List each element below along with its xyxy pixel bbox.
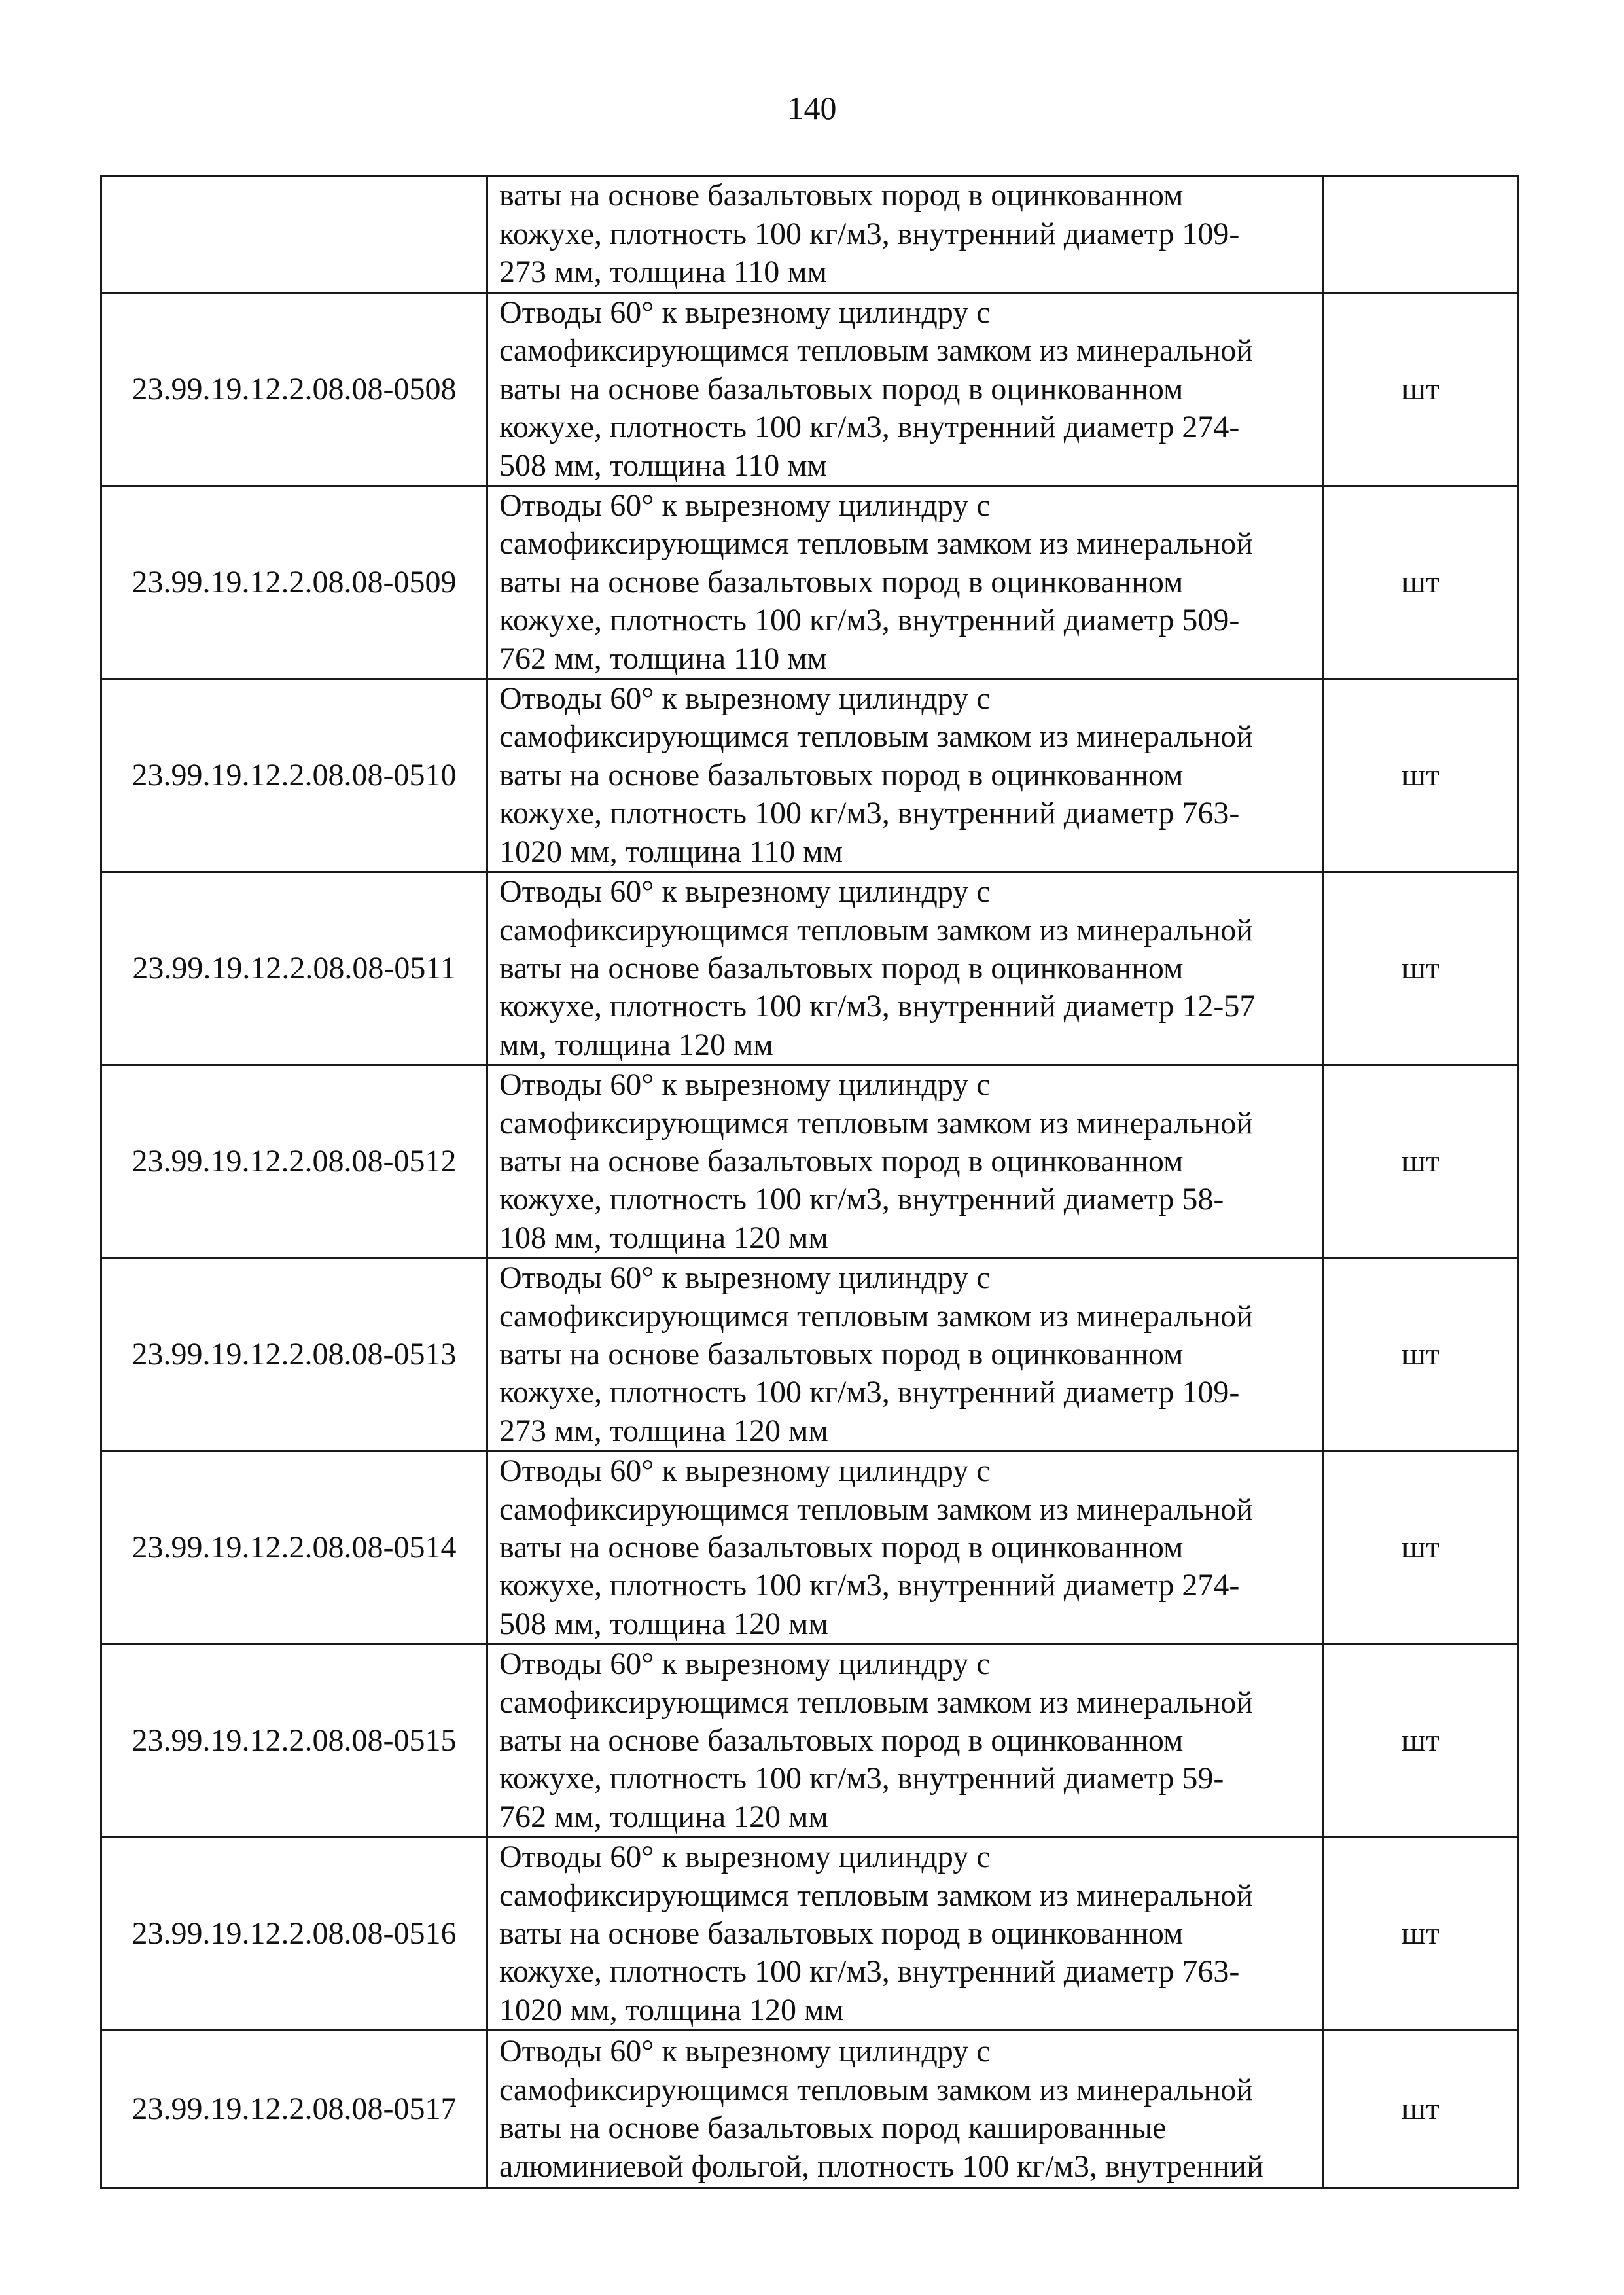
item-description-cell <box>487 872 1324 1065</box>
description-line: Отводы 60° к вырезному цилиндру с <box>499 2034 991 2069</box>
item-code-cell: 23.99.19.12.2.08.08-0516 <box>101 1838 487 2031</box>
unit-cell: шт <box>1324 1258 1518 1451</box>
unit-cell: шт <box>1324 872 1518 1065</box>
description-line: ваты на основе базальтовых пород в оцинкованном <box>499 1916 1184 1951</box>
description-line: Отводы 60° к вырезному цилиндру с <box>499 681 991 717</box>
description-line: самофиксирующимся тепловым замком из минеральной <box>499 912 1253 948</box>
description-line: Отводы 60° к вырезному цилиндру с <box>499 874 991 910</box>
item-code-cell: 23.99.19.12.2.08.08-0515 <box>101 1645 487 1838</box>
description-line: Отводы 60° к вырезному цилиндру с <box>499 1453 991 1489</box>
unit-cell: шт <box>1324 1451 1518 1645</box>
description-line: ваты на основе базальтовых пород в оцинкованном <box>499 1530 1184 1565</box>
unit-cell: шт <box>1324 1838 1518 2031</box>
description-line: кожухе, плотность 100 кг/м3, внутренний диаметр 274- <box>499 410 1240 445</box>
item-description-cell <box>487 1838 1324 2031</box>
table-row <box>101 1065 1518 1258</box>
description-line: самофиксирующимся тепловым замком из минеральной <box>499 1298 1253 1334</box>
description-line: 273 мм, толщина 120 мм <box>499 1413 828 1448</box>
table-row <box>101 1838 1518 2031</box>
item-code-cell: 23.99.19.12.2.08.08-0513 <box>101 1258 487 1451</box>
table-row <box>101 1451 1518 1645</box>
item-description-cell <box>487 176 1324 293</box>
unit-cell: шт <box>1324 486 1518 679</box>
description-line: 108 мм, толщина 120 мм <box>499 1220 828 1255</box>
description-line: 508 мм, толщина 120 мм <box>499 1606 828 1641</box>
table-row <box>101 293 1518 486</box>
description-line: кожухе, плотность 100 кг/м3, внутренний диаметр 59- <box>499 1761 1224 1796</box>
table-row <box>101 1645 1518 1838</box>
description-line: Отводы 60° к вырезному цилиндру с <box>499 1260 991 1296</box>
unit-cell: шт <box>1324 1065 1518 1258</box>
description-line: самофиксирующимся тепловым замком из минеральной <box>499 1105 1253 1141</box>
item-description-cell <box>487 1258 1324 1451</box>
table-row <box>101 486 1518 679</box>
description-line: алюминиевой фольгой, плотность 100 кг/м3, внутренний <box>499 2148 1263 2184</box>
description-line: Отводы 60° к вырезному цилиндру с <box>499 295 991 330</box>
description-line: 273 мм, толщина 110 мм <box>499 255 828 290</box>
description-line: Отводы 60° к вырезному цилиндру с <box>499 1840 991 1875</box>
item-description-cell <box>487 679 1324 872</box>
description-line: ваты на основе базальтовых пород в оцинкованном <box>499 371 1184 406</box>
table-row <box>101 872 1518 1065</box>
description-line: ваты на основе базальтовых пород в оцинкованном <box>499 564 1184 599</box>
unit-cell: шт <box>1324 679 1518 872</box>
item-code-cell <box>101 176 487 293</box>
unit-cell: шт <box>1324 2031 1518 2188</box>
description-line: самофиксирующимся тепловым замком из минеральной <box>499 526 1253 561</box>
item-description-cell <box>487 1451 1324 1645</box>
description-line: ваты на основе базальтовых пород в оцинкованном <box>499 1336 1184 1372</box>
description-line: самофиксирующимся тепловым замком из минеральной <box>499 2072 1253 2107</box>
description-line: самофиксирующимся тепловым замком из минеральной <box>499 719 1253 755</box>
item-description-cell <box>487 293 1324 486</box>
item-code-cell: 23.99.19.12.2.08.08-0512 <box>101 1065 487 1258</box>
page-number: 140 <box>787 90 837 126</box>
description-line: 1020 мм, толщина 120 мм <box>499 1992 844 2027</box>
description-line: самофиксирующимся тепловым замком из минеральной <box>499 1877 1253 1913</box>
description-line: мм, толщина 120 мм <box>499 1027 773 1062</box>
description-line: кожухе, плотность 100 кг/м3, внутренний диаметр 509- <box>499 603 1240 638</box>
description-line: Отводы 60° к вырезному цилиндру с <box>499 1067 991 1103</box>
item-code-cell: 23.99.19.12.2.08.08-0517 <box>101 2031 487 2188</box>
description-line: ваты на основе базальтовых пород в оцинкованном <box>499 178 1184 213</box>
materials-table <box>100 175 1519 2189</box>
description-line: ваты на основе базальтовых пород в оцинкованном <box>499 757 1184 792</box>
unit-cell <box>1324 176 1518 293</box>
description-line: ваты на основе базальтовых пород в оцинкованном <box>499 1143 1184 1179</box>
description-line: кожухе, плотность 100 кг/м3, внутренний диаметр 109- <box>499 1375 1240 1410</box>
description-line: Отводы 60° к вырезному цилиндру с <box>499 488 991 524</box>
table-row <box>101 176 1518 293</box>
description-line: кожухе, плотность 100 кг/м3, внутренний диаметр 763- <box>499 1954 1240 1989</box>
item-code-cell: 23.99.19.12.2.08.08-0511 <box>101 872 487 1065</box>
unit-cell: шт <box>1324 1645 1518 1838</box>
item-code-cell: 23.99.19.12.2.08.08-0509 <box>101 486 487 679</box>
description-line: самофиксирующимся тепловым замком из минеральной <box>499 333 1253 368</box>
description-line: кожухе, плотность 100 кг/м3, внутренний диаметр 12-57 <box>499 989 1256 1024</box>
description-line: 762 мм, толщина 110 мм <box>499 641 828 676</box>
description-line: кожухе, плотность 100 кг/м3, внутренний диаметр 274- <box>499 1568 1240 1603</box>
description-line: самофиксирующимся тепловым замком из минеральной <box>499 1684 1253 1720</box>
description-line: ваты на основе базальтовых пород в оцинкованном <box>499 950 1184 986</box>
description-line: ваты на основе базальтовых пород кашированные <box>499 2110 1167 2146</box>
item-code-cell: 23.99.19.12.2.08.08-0510 <box>101 679 487 872</box>
item-description-cell <box>487 1645 1324 1838</box>
item-description-cell <box>487 2031 1324 2188</box>
description-line: кожухе, плотность 100 кг/м3, внутренний диаметр 58- <box>499 1182 1224 1217</box>
item-code-cell: 23.99.19.12.2.08.08-0514 <box>101 1451 487 1645</box>
item-code-cell: 23.99.19.12.2.08.08-0508 <box>101 293 487 486</box>
description-line: 1020 мм, толщина 110 мм <box>499 834 843 869</box>
description-line: кожухе, плотность 100 кг/м3, внутренний диаметр 109- <box>499 216 1240 251</box>
table-row <box>101 2031 1518 2188</box>
description-line: самофиксирующимся тепловым замком из минеральной <box>499 1491 1253 1527</box>
description-line: ваты на основе базальтовых пород в оцинкованном <box>499 1723 1184 1758</box>
description-line: 762 мм, толщина 120 мм <box>499 1799 828 1834</box>
item-description-cell <box>487 486 1324 679</box>
unit-cell: шт <box>1324 293 1518 486</box>
description-line: кожухе, плотность 100 кг/м3, внутренний диаметр 763- <box>499 796 1240 831</box>
table-row <box>101 679 1518 872</box>
item-description-cell <box>487 1065 1324 1258</box>
description-line: Отводы 60° к вырезному цилиндру с <box>499 1646 991 1682</box>
description-line: 508 мм, толщина 110 мм <box>499 448 828 483</box>
table-row <box>101 1258 1518 1451</box>
